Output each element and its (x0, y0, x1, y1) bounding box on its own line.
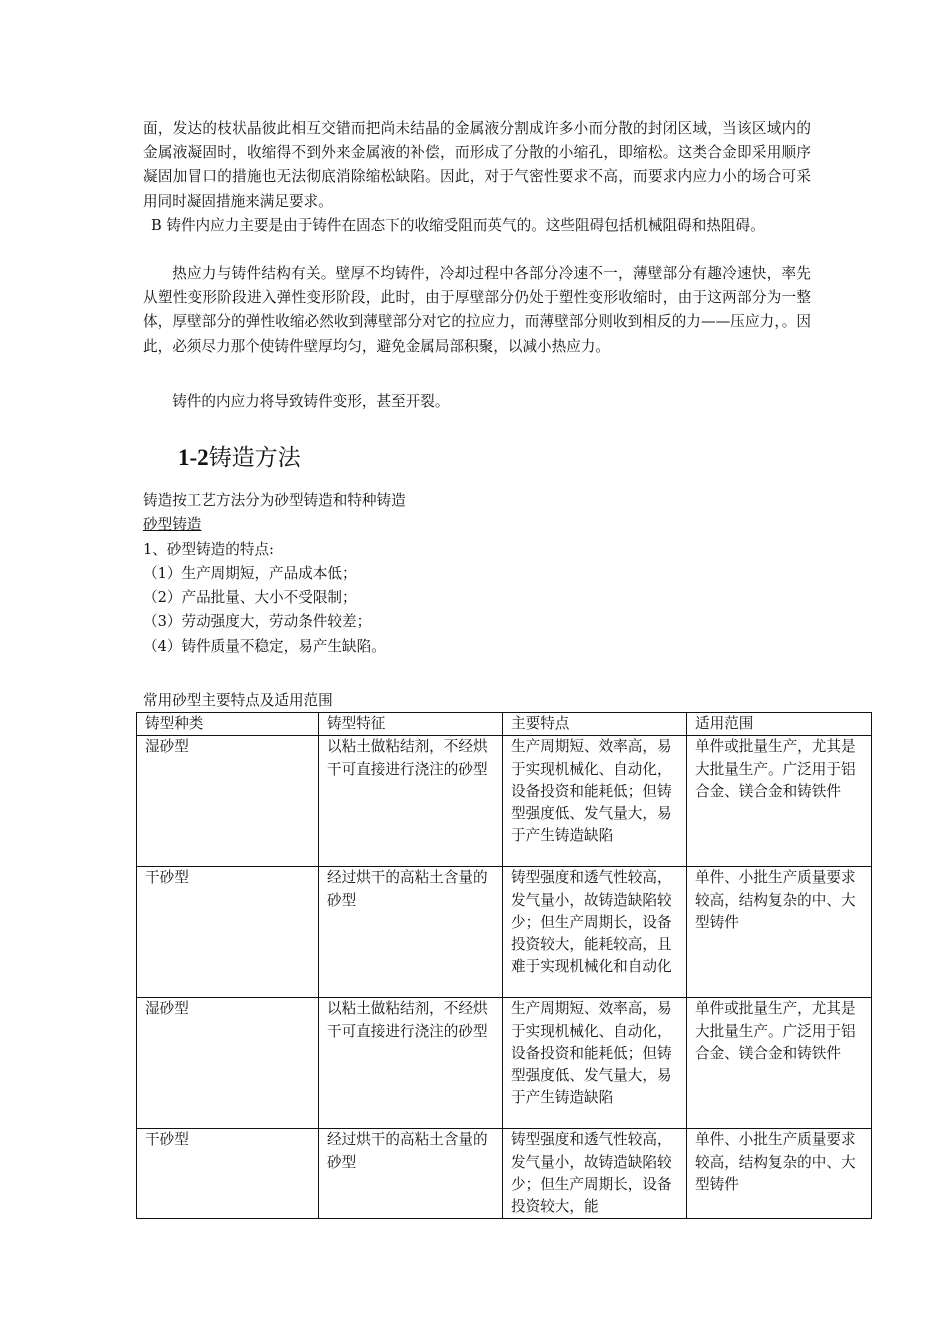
header-cell: 适用范围 (687, 713, 872, 736)
paragraph-text: B 铸件内应力主要是由于铸件在固态下的收缩受阻而英气的。这些阻碍包括机械阻碍和热阻碍。 (151, 217, 765, 234)
table-cell: 单件、小批生产质量要求较高，结构复杂的中、大型铸件 (687, 867, 872, 998)
list-item: （3）劳动强度大，劳动条件较差； (143, 613, 372, 631)
intro-paragraph-deformation (143, 390, 811, 414)
subheading-sand-casting: 砂型铸造 (143, 516, 202, 534)
intro-paragraph-thermal-stress (143, 262, 811, 359)
section-number: 1-2 (178, 445, 209, 470)
intro-paragraph-internal-stress (143, 214, 811, 238)
sand-mold-table (136, 712, 872, 1219)
table-cell: 单件或批量生产，尤其是大批量生产。广泛用于铝合金、镁合金和铸铁件 (687, 998, 872, 1129)
paragraph-text: 面，发达的枝状晶彼此相互交错而把尚未结晶的金属液分割成许多小而分散的封闭区域，当该区域内的金属液凝固时，收缩得不到外来金属液的补偿，而形成了分散的小缩孔，即缩松。这类合金即采用顺序凝固加冒口的措施也无法彻底消除缩松缺陷。因此，对于气密性要求不高，而要求内应力小的场合可采用同时凝固措施来满足要求。 (143, 120, 811, 210)
table-cell: 单件、小批生产质量要求较高，结构复杂的中、大型铸件 (687, 1129, 872, 1219)
table-cell: 铸型强度和透气性较高，发气量小，故铸造缺陷较少；但生产周期长，设备投资较大，能 (503, 1129, 687, 1219)
table-cell: 经过烘干的高粘土含量的砂型 (319, 867, 503, 998)
table-cell: 经过烘干的高粘土含量的砂型 (319, 1129, 503, 1219)
paragraph-text: 热应力与铸件结构有关。壁厚不均铸件，冷却过程中各部分冷速不一，薄壁部分有趣冷速快，率先从塑性变形阶段进入弹性变形阶段，此时，由于厚壁部分仍处于塑性变形收缩时，由于这两部分为一整体，厚壁部分的弹性收缩必然收到薄壁部分对它的拉应力，而薄壁部分则收到相反的力——压应力，。因此，必须尽力那个使铸件壁厚均匀，避免金属局部积聚，以减小热应力。 (143, 265, 811, 355)
intro-paragraph-shrinkage (143, 117, 811, 214)
table-cell: 湿砂型 (137, 736, 319, 867)
header-cell: 铸型种类 (137, 713, 319, 736)
table-cell: 单件或批量生产，尤其是大批量生产。广泛用于铝合金、镁合金和铸铁件 (687, 736, 872, 867)
header-cell: 主要特点 (503, 713, 687, 736)
table-header-row (137, 713, 872, 736)
casting-method-intro (143, 489, 823, 659)
table-cell: 生产周期短、效率高，易于实现机械化、自动化，设备投资和能耗低；但铸型强度低、发气量大，易于产生铸造缺陷 (503, 736, 687, 867)
table-cell: 生产周期短、效率高，易于实现机械化、自动化，设备投资和能耗低；但铸型强度低、发气量大，易于产生铸造缺陷 (503, 998, 687, 1129)
table-caption: 常用砂型主要特点及适用范围 (143, 692, 333, 709)
table-row (137, 736, 872, 867)
table-cell: 干砂型 (137, 867, 319, 998)
section-title: 铸造方法 (208, 445, 301, 471)
list-item: （2）产品批量、大小不受限制； (143, 589, 357, 607)
paragraph-text: 铸件的内应力将导致铸件变形，甚至开裂。 (172, 393, 450, 410)
list-item: （1）生产周期短，产品成本低； (143, 564, 357, 582)
summary-line: 铸造按工艺方法分为砂型铸造和特种铸造 (143, 492, 406, 509)
list-title: 1、砂型铸造的特点: (143, 540, 274, 558)
table-cell: 以粘土做粘结剂，不经烘干可直接进行浇注的砂型 (319, 998, 503, 1129)
table-cell: 干砂型 (137, 1129, 319, 1219)
section-heading (178, 440, 301, 476)
table-cell: 铸型强度和透气性较高，发气量小，故铸造缺陷较少；但生产周期长，设备投资较大，能耗较高，且难于实现机械化和自动化 (503, 867, 687, 998)
table-cell: 以粘土做粘结剂，不经烘干可直接进行浇注的砂型 (319, 736, 503, 867)
list-item: （4）铸件质量不稳定，易产生缺陷。 (143, 637, 386, 655)
table-row (137, 998, 872, 1129)
table-row (137, 867, 872, 998)
header-cell: 铸型特征 (319, 713, 503, 736)
table-cell: 湿砂型 (137, 998, 319, 1129)
table-row (137, 1129, 872, 1219)
